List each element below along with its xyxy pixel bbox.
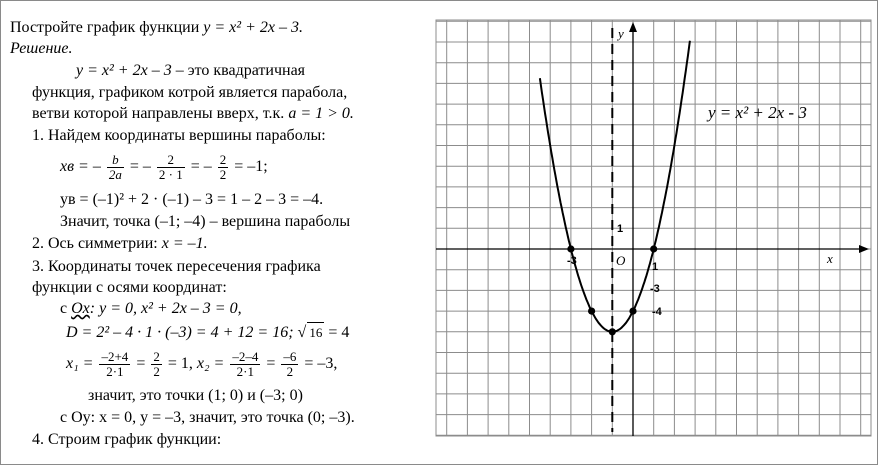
tick-label-x-1: 1: [652, 261, 659, 273]
disc-sqrt: 16: [307, 322, 324, 342]
origin-label: O: [616, 253, 626, 268]
x2-lhs: x₂ =: [196, 355, 225, 373]
vertex-line: Значит, точка (–1; –4) – вершина параболы: [60, 213, 351, 230]
marked-point: [609, 328, 616, 335]
ox-axis: Ox: [71, 300, 90, 317]
disc-text: D = 2² – 4 · 1 · (–3) = 4 + 12 = 16;: [66, 324, 294, 341]
branches-cond: a = 1 > 0.: [288, 105, 354, 122]
x1-mid: =: [136, 355, 146, 373]
step4: 4. Строим график функции:: [32, 431, 222, 448]
x2-mid: =: [266, 355, 276, 373]
x2-fraction: $\frac{-2-4}{2\cdot 1}$: [232, 349, 259, 379]
task-formula: y = x² + 2x – 3.: [203, 19, 303, 36]
function-label: y = x² + 2x - 3: [708, 103, 807, 122]
step2-formula: x = –1.: [161, 235, 208, 252]
disc-sqrt-sign: √: [297, 324, 307, 341]
ox-rest: : y = 0, x² + 2x – 3 = 0,: [89, 300, 242, 317]
task-text: Постройте график функции: [10, 19, 200, 36]
xv-fraction-3: $\frac{2}{2}$: [219, 152, 227, 182]
points-line: значит, это точки (1; 0) и (–3; 0): [88, 387, 303, 404]
step3b: функции с осями координат:: [32, 279, 227, 296]
disc-end: = 4: [328, 324, 350, 341]
x1-res: = 1,: [167, 355, 193, 373]
grid: [436, 20, 871, 436]
x1-lhs: x₁ =: [66, 355, 94, 373]
marked-point: [650, 245, 657, 252]
tick-label-x-neg3: -3: [567, 255, 577, 267]
solution-label: Решение.: [10, 40, 73, 57]
intro-formula: y = x² + 2x – 3: [76, 62, 172, 79]
step1: 1. Найдем координаты вершины параболы:: [32, 127, 326, 144]
xv-lhs: xв = –: [60, 158, 101, 176]
xv-end: = –1;: [234, 158, 268, 176]
xv-eq1: = –: [129, 158, 151, 176]
yv-line: yв = (–1)² + 2 · (–1) – 3 = 1 – 2 – 3 = –4.: [60, 191, 324, 208]
intro-rest: – это квадратичная: [171, 62, 306, 79]
marked-point: [588, 308, 595, 315]
xv-fraction-1: $\frac{b}{2a}$: [108, 152, 122, 182]
xv-fraction-2: $\frac{2}{2 \cdot 1}$: [158, 152, 183, 182]
y-axis-label: y: [618, 26, 624, 41]
marked-point: [629, 308, 636, 315]
tick-label-y-neg4: -4: [652, 306, 662, 318]
xv-eq2: = –: [190, 158, 212, 176]
tick-label-y-1: 1: [617, 223, 624, 235]
x-axis-label: x: [827, 251, 833, 266]
x2-res: = –3,: [304, 355, 338, 373]
tick-label-y-neg3: -3: [650, 283, 660, 295]
x1-fraction: $\frac{-2+4}{2\cdot 1}$: [101, 349, 129, 379]
oy-line: с Oy: x = 0, y = –3, значит, это точка (0; –3).: [60, 409, 355, 426]
y-axis-arrow: [629, 22, 637, 32]
marked-point: [567, 245, 574, 252]
ox-prefix: с: [60, 300, 68, 317]
branches-text: ветви которой направлены вверх, т.к.: [32, 105, 285, 122]
line-func: функция, графиком котрой является парабола,: [32, 84, 348, 101]
step3: 3. Координаты точек пересечения графика: [32, 258, 321, 275]
step2-text: 2. Ось симметрии:: [32, 235, 158, 252]
x2-fraction-2: $\frac{-6}{2}$: [283, 349, 297, 379]
parabola-curve: [540, 41, 690, 332]
x-axis-arrow: [859, 245, 869, 253]
x1-fraction-2: $\frac{2}{2}$: [153, 349, 160, 379]
